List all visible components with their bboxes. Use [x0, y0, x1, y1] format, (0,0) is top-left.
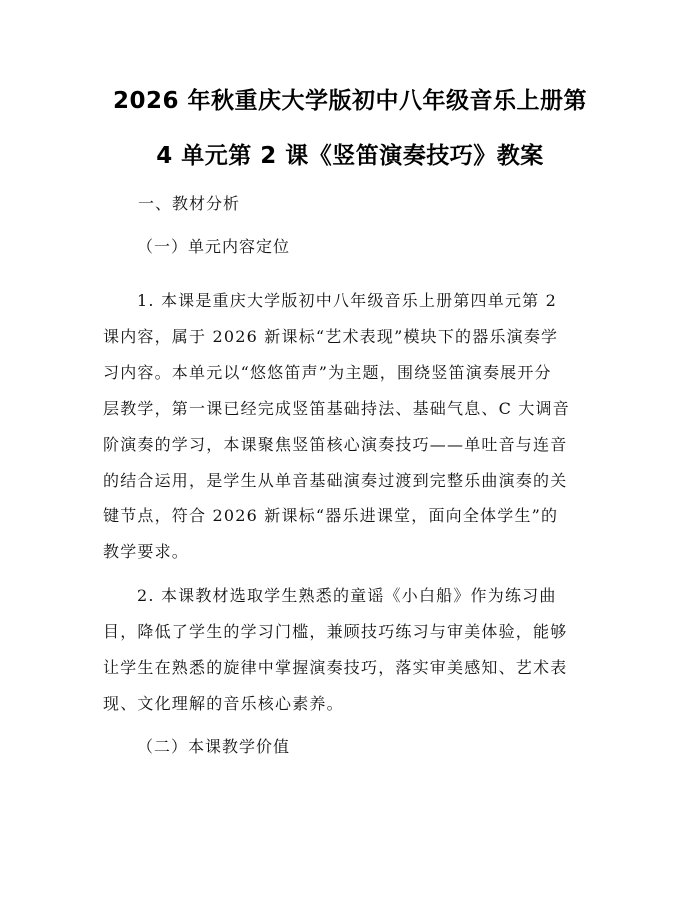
paragraph-1-line: 的结合运用，是学生从单音基础演奏过渡到完整乐曲演奏的关 [103, 471, 568, 490]
paragraph-1-line: 教学要求。 [103, 542, 190, 561]
subsection-heading-unit-positioning: （一）单元内容定位 [137, 237, 291, 256]
paragraph-1-line: 层教学，第一课已经完成竖笛基础持法、基础气息、C 大调音 [103, 399, 570, 418]
document-title-line-1: 2026 年秋重庆大学版初中八年级音乐上册第 [112, 88, 588, 114]
paragraph-1-line: 阶演奏的学习，本课聚焦竖笛核心演奏技巧——单吐音与连音 [103, 435, 568, 454]
subsection-heading-lesson-value: （二）本课教学价值 [137, 737, 291, 756]
paragraph-1-line: 课内容，属于 2026 新课标“艺术表现”模块下的器乐演奏学 [103, 327, 559, 346]
paragraph-1-line: 键节点，符合 2026 新课标“器乐进课堂，面向全体学生”的 [103, 506, 559, 525]
paragraph-2-line: 2. 本课教材选取学生熟悉的童谣《小白船》作为练习曲 [137, 586, 557, 605]
document-title-line-2: 4 单元第 2 课《竖笛演奏技巧》教案 [156, 143, 544, 169]
section-heading-textbook-analysis: 一、教材分析 [138, 194, 241, 213]
paragraph-2-line: 现、文化理解的音乐核心素养。 [103, 694, 344, 713]
paragraph-1-line: 1. 本课是重庆大学版初中八年级音乐上册第四单元第 2 [137, 291, 558, 310]
paragraph-1-line: 习内容。本单元以“悠悠笛声”为主题，围绕竖笛演奏展开分 [103, 363, 552, 382]
paragraph-2-line: 让学生在熟悉的旋律中掌握演奏技巧，落实审美感知、艺术表 [103, 658, 568, 677]
paragraph-2-line: 目，降低了学生的学习门槛，兼顾技巧练习与审美体验，能够 [103, 622, 568, 641]
